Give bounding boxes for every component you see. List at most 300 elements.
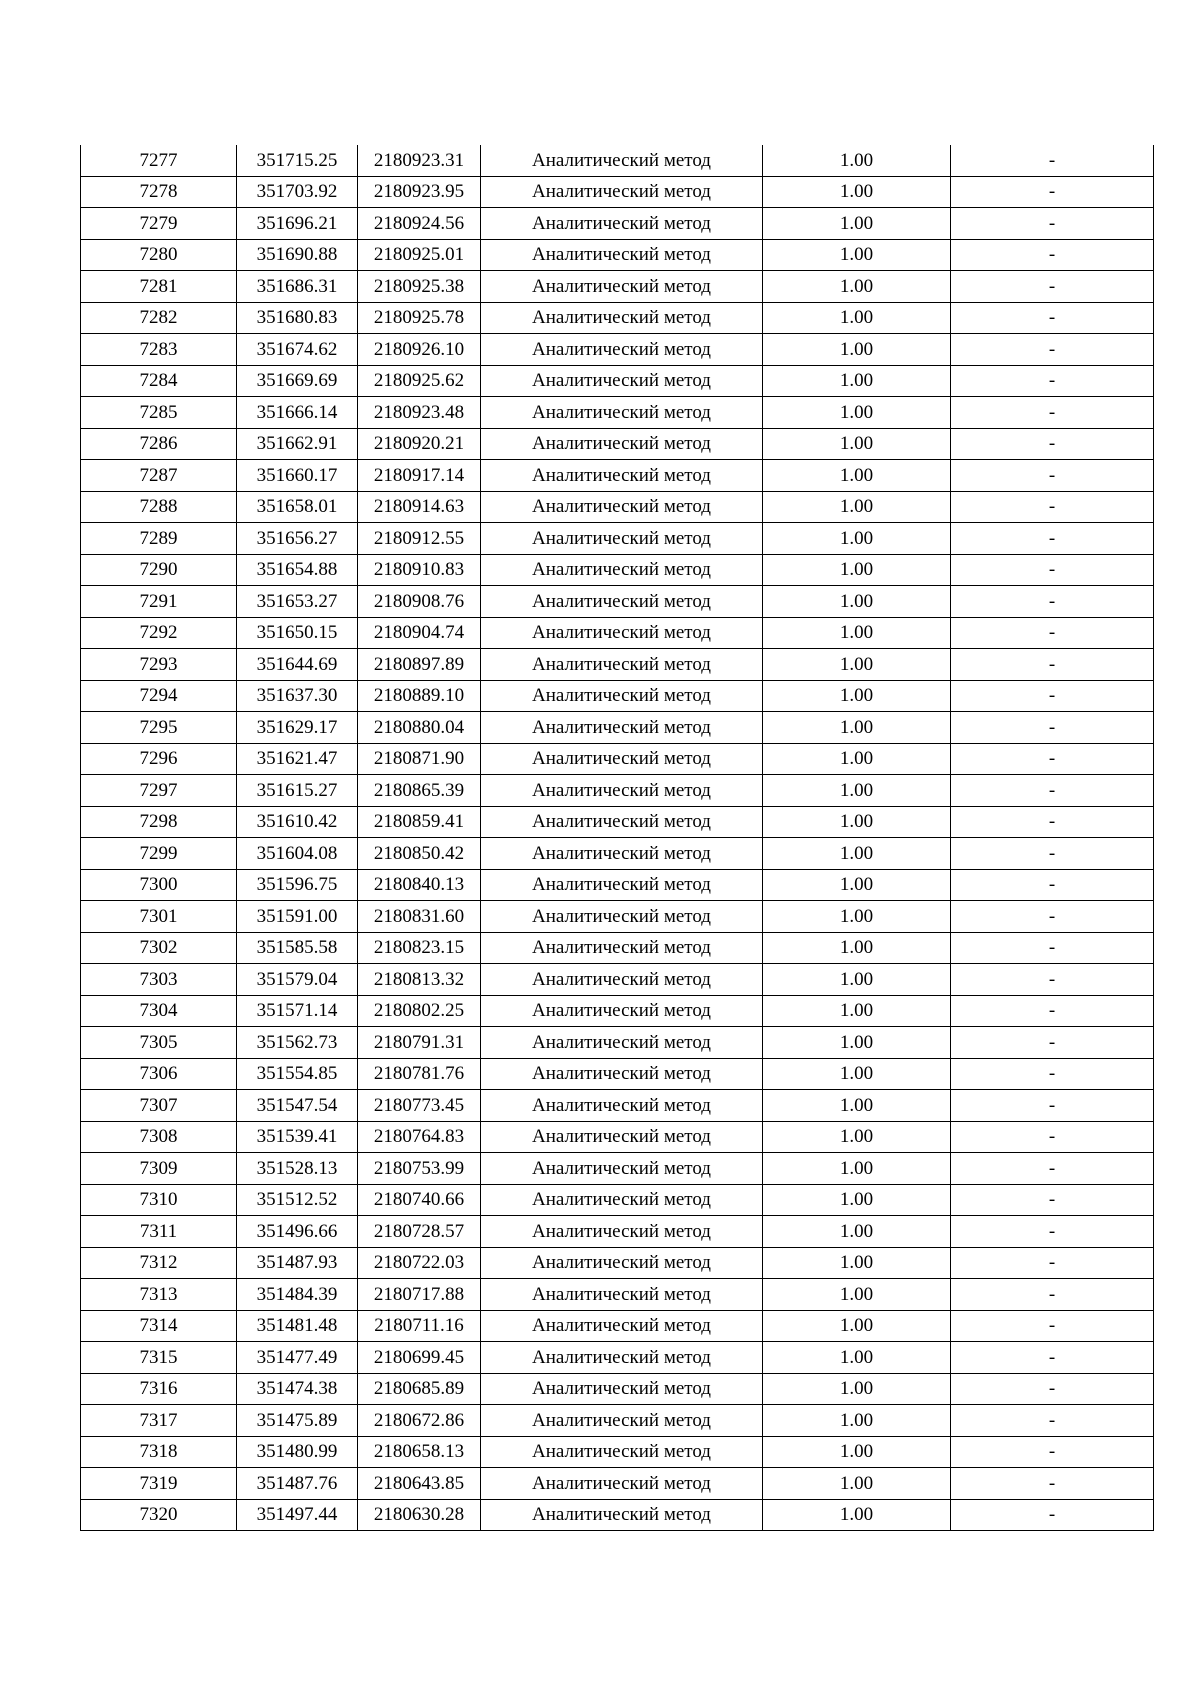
accuracy-cell: 1.00 (763, 901, 951, 933)
accuracy-cell: 1.00 (763, 208, 951, 240)
table-row (81, 365, 1154, 397)
y-coordinate-cell: 2180910.83 (358, 554, 481, 586)
table-row (81, 932, 1154, 964)
point-number-cell: 7279 (81, 208, 237, 240)
x-coordinate-cell: 351666.14 (237, 397, 358, 429)
point-number-cell: 7292 (81, 617, 237, 649)
table-row (81, 1121, 1154, 1153)
note-cell: - (951, 649, 1154, 681)
x-coordinate-cell: 351554.85 (237, 1058, 358, 1090)
table-row (81, 586, 1154, 618)
table-row (81, 1342, 1154, 1374)
table-row (81, 901, 1154, 933)
accuracy-cell: 1.00 (763, 491, 951, 523)
note-cell: - (951, 460, 1154, 492)
note-cell: - (951, 995, 1154, 1027)
y-coordinate-cell: 2180685.89 (358, 1373, 481, 1405)
method-cell: Аналитический метод (481, 1373, 763, 1405)
accuracy-cell: 1.00 (763, 838, 951, 870)
note-cell: - (951, 428, 1154, 460)
note-cell: - (951, 1310, 1154, 1342)
note-cell: - (951, 554, 1154, 586)
table-row (81, 523, 1154, 555)
method-cell: Аналитический метод (481, 460, 763, 492)
table-row (81, 208, 1154, 240)
y-coordinate-cell: 2180923.95 (358, 176, 481, 208)
point-number-cell: 7280 (81, 239, 237, 271)
x-coordinate-cell: 351480.99 (237, 1436, 358, 1468)
accuracy-cell: 1.00 (763, 1342, 951, 1374)
note-cell: - (951, 1373, 1154, 1405)
x-coordinate-cell: 351579.04 (237, 964, 358, 996)
note-cell: - (951, 176, 1154, 208)
note-cell: - (951, 901, 1154, 933)
y-coordinate-cell: 2180630.28 (358, 1499, 481, 1531)
x-coordinate-cell: 351653.27 (237, 586, 358, 618)
table-row (81, 239, 1154, 271)
method-cell: Аналитический метод (481, 712, 763, 744)
note-cell: - (951, 1153, 1154, 1185)
note-cell: - (951, 680, 1154, 712)
accuracy-cell: 1.00 (763, 302, 951, 334)
y-coordinate-cell: 2180699.45 (358, 1342, 481, 1374)
note-cell: - (951, 743, 1154, 775)
x-coordinate-cell: 351703.92 (237, 176, 358, 208)
note-cell: - (951, 964, 1154, 996)
point-number-cell: 7320 (81, 1499, 237, 1531)
accuracy-cell: 1.00 (763, 1468, 951, 1500)
accuracy-cell: 1.00 (763, 1499, 951, 1531)
table-row (81, 176, 1154, 208)
x-coordinate-cell: 351481.48 (237, 1310, 358, 1342)
x-coordinate-cell: 351674.62 (237, 334, 358, 366)
accuracy-cell: 1.00 (763, 712, 951, 744)
note-cell: - (951, 1247, 1154, 1279)
accuracy-cell: 1.00 (763, 1216, 951, 1248)
point-number-cell: 7317 (81, 1405, 237, 1437)
y-coordinate-cell: 2180773.45 (358, 1090, 481, 1122)
coordinates-table (80, 145, 1154, 1531)
method-cell: Аналитический метод (481, 932, 763, 964)
table-row (81, 649, 1154, 681)
accuracy-cell: 1.00 (763, 586, 951, 618)
note-cell: - (951, 806, 1154, 838)
x-coordinate-cell: 351696.21 (237, 208, 358, 240)
table-row (81, 428, 1154, 460)
accuracy-cell: 1.00 (763, 680, 951, 712)
table-row (81, 1405, 1154, 1437)
method-cell: Аналитический метод (481, 334, 763, 366)
x-coordinate-cell: 351497.44 (237, 1499, 358, 1531)
point-number-cell: 7286 (81, 428, 237, 460)
x-coordinate-cell: 351604.08 (237, 838, 358, 870)
point-number-cell: 7307 (81, 1090, 237, 1122)
point-number-cell: 7294 (81, 680, 237, 712)
accuracy-cell: 1.00 (763, 365, 951, 397)
accuracy-cell: 1.00 (763, 176, 951, 208)
note-cell: - (951, 1342, 1154, 1374)
method-cell: Аналитический метод (481, 1499, 763, 1531)
accuracy-cell: 1.00 (763, 1121, 951, 1153)
note-cell: - (951, 1121, 1154, 1153)
accuracy-cell: 1.00 (763, 995, 951, 1027)
method-cell: Аналитический метод (481, 523, 763, 555)
table-row (81, 1184, 1154, 1216)
point-number-cell: 7306 (81, 1058, 237, 1090)
y-coordinate-cell: 2180802.25 (358, 995, 481, 1027)
x-coordinate-cell: 351621.47 (237, 743, 358, 775)
accuracy-cell: 1.00 (763, 1090, 951, 1122)
method-cell: Аналитический метод (481, 775, 763, 807)
method-cell: Аналитический метод (481, 365, 763, 397)
accuracy-cell: 1.00 (763, 397, 951, 429)
note-cell: - (951, 145, 1154, 176)
x-coordinate-cell: 351585.58 (237, 932, 358, 964)
table-row (81, 554, 1154, 586)
accuracy-cell: 1.00 (763, 775, 951, 807)
y-coordinate-cell: 2180764.83 (358, 1121, 481, 1153)
table-row (81, 743, 1154, 775)
x-coordinate-cell: 351690.88 (237, 239, 358, 271)
accuracy-cell: 1.00 (763, 428, 951, 460)
method-cell: Аналитический метод (481, 964, 763, 996)
note-cell: - (951, 397, 1154, 429)
y-coordinate-cell: 2180643.85 (358, 1468, 481, 1500)
method-cell: Аналитический метод (481, 302, 763, 334)
note-cell: - (951, 838, 1154, 870)
point-number-cell: 7309 (81, 1153, 237, 1185)
y-coordinate-cell: 2180722.03 (358, 1247, 481, 1279)
x-coordinate-cell: 351656.27 (237, 523, 358, 555)
y-coordinate-cell: 2180711.16 (358, 1310, 481, 1342)
x-coordinate-cell: 351539.41 (237, 1121, 358, 1153)
y-coordinate-cell: 2180904.74 (358, 617, 481, 649)
point-number-cell: 7316 (81, 1373, 237, 1405)
method-cell: Аналитический метод (481, 901, 763, 933)
point-number-cell: 7288 (81, 491, 237, 523)
point-number-cell: 7299 (81, 838, 237, 870)
accuracy-cell: 1.00 (763, 932, 951, 964)
method-cell: Аналитический метод (481, 806, 763, 838)
point-number-cell: 7277 (81, 145, 237, 176)
y-coordinate-cell: 2180924.56 (358, 208, 481, 240)
method-cell: Аналитический метод (481, 869, 763, 901)
x-coordinate-cell: 351650.15 (237, 617, 358, 649)
note-cell: - (951, 334, 1154, 366)
accuracy-cell: 1.00 (763, 617, 951, 649)
point-number-cell: 7281 (81, 271, 237, 303)
y-coordinate-cell: 2180672.86 (358, 1405, 481, 1437)
accuracy-cell: 1.00 (763, 145, 951, 176)
method-cell: Аналитический метод (481, 239, 763, 271)
y-coordinate-cell: 2180871.90 (358, 743, 481, 775)
x-coordinate-cell: 351662.91 (237, 428, 358, 460)
accuracy-cell: 1.00 (763, 1027, 951, 1059)
x-coordinate-cell: 351528.13 (237, 1153, 358, 1185)
note-cell: - (951, 1090, 1154, 1122)
y-coordinate-cell: 2180912.55 (358, 523, 481, 555)
point-number-cell: 7302 (81, 932, 237, 964)
y-coordinate-cell: 2180889.10 (358, 680, 481, 712)
note-cell: - (951, 1436, 1154, 1468)
x-coordinate-cell: 351547.54 (237, 1090, 358, 1122)
point-number-cell: 7287 (81, 460, 237, 492)
table-row (81, 1247, 1154, 1279)
table-row (81, 617, 1154, 649)
y-coordinate-cell: 2180753.99 (358, 1153, 481, 1185)
accuracy-cell: 1.00 (763, 334, 951, 366)
method-cell: Аналитический метод (481, 680, 763, 712)
y-coordinate-cell: 2180914.63 (358, 491, 481, 523)
table-row (81, 1499, 1154, 1531)
method-cell: Аналитический метод (481, 271, 763, 303)
point-number-cell: 7300 (81, 869, 237, 901)
point-number-cell: 7297 (81, 775, 237, 807)
accuracy-cell: 1.00 (763, 869, 951, 901)
x-coordinate-cell: 351591.00 (237, 901, 358, 933)
method-cell: Аналитический метод (481, 617, 763, 649)
y-coordinate-cell: 2180920.21 (358, 428, 481, 460)
table-row (81, 1153, 1154, 1185)
accuracy-cell: 1.00 (763, 1153, 951, 1185)
table-row (81, 271, 1154, 303)
table-row (81, 995, 1154, 1027)
y-coordinate-cell: 2180925.62 (358, 365, 481, 397)
table-row (81, 1279, 1154, 1311)
y-coordinate-cell: 2180917.14 (358, 460, 481, 492)
point-number-cell: 7314 (81, 1310, 237, 1342)
accuracy-cell: 1.00 (763, 1436, 951, 1468)
point-number-cell: 7282 (81, 302, 237, 334)
method-cell: Аналитический метод (481, 491, 763, 523)
point-number-cell: 7291 (81, 586, 237, 618)
y-coordinate-cell: 2180658.13 (358, 1436, 481, 1468)
point-number-cell: 7285 (81, 397, 237, 429)
x-coordinate-cell: 351644.69 (237, 649, 358, 681)
y-coordinate-cell: 2180850.42 (358, 838, 481, 870)
note-cell: - (951, 1468, 1154, 1500)
note-cell: - (951, 586, 1154, 618)
point-number-cell: 7312 (81, 1247, 237, 1279)
x-coordinate-cell: 351487.76 (237, 1468, 358, 1500)
x-coordinate-cell: 351660.17 (237, 460, 358, 492)
y-coordinate-cell: 2180859.41 (358, 806, 481, 838)
y-coordinate-cell: 2180813.32 (358, 964, 481, 996)
x-coordinate-cell: 351487.93 (237, 1247, 358, 1279)
accuracy-cell: 1.00 (763, 1247, 951, 1279)
y-coordinate-cell: 2180925.38 (358, 271, 481, 303)
method-cell: Аналитический метод (481, 1342, 763, 1374)
point-number-cell: 7289 (81, 523, 237, 555)
method-cell: Аналитический метод (481, 554, 763, 586)
table-row (81, 1027, 1154, 1059)
method-cell: Аналитический метод (481, 1027, 763, 1059)
x-coordinate-cell: 351596.75 (237, 869, 358, 901)
y-coordinate-cell: 2180880.04 (358, 712, 481, 744)
x-coordinate-cell: 351615.27 (237, 775, 358, 807)
note-cell: - (951, 775, 1154, 807)
table-row (81, 775, 1154, 807)
y-coordinate-cell: 2180791.31 (358, 1027, 481, 1059)
method-cell: Аналитический метод (481, 1436, 763, 1468)
accuracy-cell: 1.00 (763, 554, 951, 586)
accuracy-cell: 1.00 (763, 1405, 951, 1437)
note-cell: - (951, 869, 1154, 901)
accuracy-cell: 1.00 (763, 806, 951, 838)
y-coordinate-cell: 2180728.57 (358, 1216, 481, 1248)
note-cell: - (951, 523, 1154, 555)
point-number-cell: 7283 (81, 334, 237, 366)
x-coordinate-cell: 351512.52 (237, 1184, 358, 1216)
method-cell: Аналитический метод (481, 586, 763, 618)
y-coordinate-cell: 2180865.39 (358, 775, 481, 807)
note-cell: - (951, 302, 1154, 334)
table-row (81, 838, 1154, 870)
table-row (81, 1468, 1154, 1500)
point-number-cell: 7290 (81, 554, 237, 586)
table-row (81, 1090, 1154, 1122)
y-coordinate-cell: 2180897.89 (358, 649, 481, 681)
table-row (81, 397, 1154, 429)
x-coordinate-cell: 351669.69 (237, 365, 358, 397)
method-cell: Аналитический метод (481, 1247, 763, 1279)
note-cell: - (951, 1058, 1154, 1090)
note-cell: - (951, 617, 1154, 649)
point-number-cell: 7298 (81, 806, 237, 838)
method-cell: Аналитический метод (481, 1405, 763, 1437)
method-cell: Аналитический метод (481, 145, 763, 176)
x-coordinate-cell: 351629.17 (237, 712, 358, 744)
table-row (81, 680, 1154, 712)
x-coordinate-cell: 351496.66 (237, 1216, 358, 1248)
note-cell: - (951, 365, 1154, 397)
accuracy-cell: 1.00 (763, 1373, 951, 1405)
point-number-cell: 7315 (81, 1342, 237, 1374)
x-coordinate-cell: 351637.30 (237, 680, 358, 712)
table-row (81, 964, 1154, 996)
x-coordinate-cell: 351654.88 (237, 554, 358, 586)
x-coordinate-cell: 351686.31 (237, 271, 358, 303)
coordinates-table-body (81, 145, 1154, 1531)
note-cell: - (951, 1184, 1154, 1216)
table-row (81, 1216, 1154, 1248)
accuracy-cell: 1.00 (763, 1058, 951, 1090)
method-cell: Аналитический метод (481, 1184, 763, 1216)
method-cell: Аналитический метод (481, 176, 763, 208)
note-cell: - (951, 1216, 1154, 1248)
note-cell: - (951, 1027, 1154, 1059)
y-coordinate-cell: 2180925.01 (358, 239, 481, 271)
accuracy-cell: 1.00 (763, 523, 951, 555)
point-number-cell: 7293 (81, 649, 237, 681)
point-number-cell: 7313 (81, 1279, 237, 1311)
point-number-cell: 7296 (81, 743, 237, 775)
y-coordinate-cell: 2180740.66 (358, 1184, 481, 1216)
table-row (81, 491, 1154, 523)
y-coordinate-cell: 2180717.88 (358, 1279, 481, 1311)
x-coordinate-cell: 351715.25 (237, 145, 358, 176)
table-row (81, 1373, 1154, 1405)
table-row (81, 869, 1154, 901)
table-row (81, 145, 1154, 176)
accuracy-cell: 1.00 (763, 239, 951, 271)
y-coordinate-cell: 2180781.76 (358, 1058, 481, 1090)
y-coordinate-cell: 2180925.78 (358, 302, 481, 334)
x-coordinate-cell: 351658.01 (237, 491, 358, 523)
accuracy-cell: 1.00 (763, 460, 951, 492)
note-cell: - (951, 491, 1154, 523)
method-cell: Аналитический метод (481, 995, 763, 1027)
x-coordinate-cell: 351475.89 (237, 1405, 358, 1437)
method-cell: Аналитический метод (481, 1058, 763, 1090)
accuracy-cell: 1.00 (763, 1184, 951, 1216)
y-coordinate-cell: 2180823.15 (358, 932, 481, 964)
table-row (81, 334, 1154, 366)
y-coordinate-cell: 2180926.10 (358, 334, 481, 366)
method-cell: Аналитический метод (481, 1279, 763, 1311)
method-cell: Аналитический метод (481, 743, 763, 775)
note-cell: - (951, 208, 1154, 240)
y-coordinate-cell: 2180923.48 (358, 397, 481, 429)
note-cell: - (951, 932, 1154, 964)
accuracy-cell: 1.00 (763, 271, 951, 303)
accuracy-cell: 1.00 (763, 649, 951, 681)
method-cell: Аналитический метод (481, 1121, 763, 1153)
table-row (81, 1436, 1154, 1468)
point-number-cell: 7284 (81, 365, 237, 397)
table-row (81, 460, 1154, 492)
method-cell: Аналитический метод (481, 838, 763, 870)
y-coordinate-cell: 2180840.13 (358, 869, 481, 901)
accuracy-cell: 1.00 (763, 1310, 951, 1342)
note-cell: - (951, 1405, 1154, 1437)
point-number-cell: 7319 (81, 1468, 237, 1500)
x-coordinate-cell: 351680.83 (237, 302, 358, 334)
table-row (81, 806, 1154, 838)
accuracy-cell: 1.00 (763, 1279, 951, 1311)
table-row (81, 1058, 1154, 1090)
accuracy-cell: 1.00 (763, 964, 951, 996)
point-number-cell: 7308 (81, 1121, 237, 1153)
method-cell: Аналитический метод (481, 1468, 763, 1500)
table-row (81, 302, 1154, 334)
note-cell: - (951, 1279, 1154, 1311)
method-cell: Аналитический метод (481, 649, 763, 681)
table-row (81, 1310, 1154, 1342)
point-number-cell: 7318 (81, 1436, 237, 1468)
note-cell: - (951, 1499, 1154, 1531)
y-coordinate-cell: 2180923.31 (358, 145, 481, 176)
point-number-cell: 7311 (81, 1216, 237, 1248)
x-coordinate-cell: 351571.14 (237, 995, 358, 1027)
note-cell: - (951, 271, 1154, 303)
method-cell: Аналитический метод (481, 428, 763, 460)
y-coordinate-cell: 2180908.76 (358, 586, 481, 618)
point-number-cell: 7278 (81, 176, 237, 208)
y-coordinate-cell: 2180831.60 (358, 901, 481, 933)
table-row (81, 712, 1154, 744)
point-number-cell: 7305 (81, 1027, 237, 1059)
x-coordinate-cell: 351484.39 (237, 1279, 358, 1311)
method-cell: Аналитический метод (481, 1310, 763, 1342)
x-coordinate-cell: 351474.38 (237, 1373, 358, 1405)
accuracy-cell: 1.00 (763, 743, 951, 775)
method-cell: Аналитический метод (481, 397, 763, 429)
x-coordinate-cell: 351562.73 (237, 1027, 358, 1059)
x-coordinate-cell: 351477.49 (237, 1342, 358, 1374)
point-number-cell: 7301 (81, 901, 237, 933)
method-cell: Аналитический метод (481, 1153, 763, 1185)
